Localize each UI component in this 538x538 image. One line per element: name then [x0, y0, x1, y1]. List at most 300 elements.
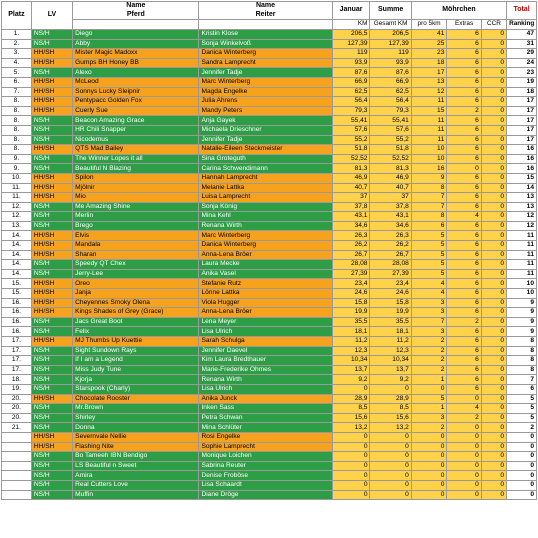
- table-row: [2, 183, 537, 193]
- cell-pro-5km: 2: [411, 337, 447, 347]
- cell-ccr: 0: [481, 432, 506, 442]
- cell-gesamt-km: 28,08: [370, 260, 411, 270]
- cell-reiter: Kristin Klose: [199, 30, 332, 40]
- cell-pferd: Bo Tameeh IBN Bendigo: [73, 452, 199, 462]
- table-row: [2, 241, 537, 251]
- cell-extras: 0: [447, 164, 481, 174]
- cell-ccr: 0: [481, 260, 506, 270]
- table-row: [2, 356, 537, 366]
- header-row-2: [2, 20, 537, 30]
- cell-gesamt-km: 46,9: [370, 173, 411, 183]
- table-row: [2, 58, 537, 68]
- cell-pro-5km: 2: [411, 356, 447, 366]
- cell-gesamt-km: 23,4: [370, 279, 411, 289]
- cell-total: 5: [507, 413, 537, 423]
- cell-lv: HH/SH: [31, 241, 72, 251]
- table-row: [2, 260, 537, 270]
- cell-extras: 0: [447, 452, 481, 462]
- cell-lv: NS/H: [31, 164, 72, 174]
- cell-total: 0: [507, 452, 537, 462]
- cell-gesamt-km: 15,6: [370, 413, 411, 423]
- cell-ccr: 0: [481, 471, 506, 481]
- cell-ccr: 0: [481, 30, 506, 40]
- cell-reiter: Sarah Schulga: [199, 337, 332, 347]
- cell-extras: 0: [447, 480, 481, 490]
- cell-km: 0: [332, 471, 370, 481]
- cell-lv: NS/H: [31, 480, 72, 490]
- cell-pro-5km: 1: [411, 404, 447, 414]
- cell-total: 8: [507, 365, 537, 375]
- cell-pro-5km: 11: [411, 116, 447, 126]
- cell-reiter: Anna-Lena Bröer: [199, 308, 332, 318]
- cell-platz: 6.: [2, 77, 32, 87]
- cell-ccr: 0: [481, 327, 506, 337]
- table-row: [2, 317, 537, 327]
- cell-pferd: Gumps BH Honey BB: [73, 58, 199, 68]
- cell-pro-5km: 11: [411, 97, 447, 107]
- table-row: [2, 346, 537, 356]
- cell-ccr: 0: [481, 298, 506, 308]
- table-row: [2, 413, 537, 423]
- cell-platz: 14.: [2, 231, 32, 241]
- cell-ccr: 0: [481, 413, 506, 423]
- cell-platz: 7.: [2, 87, 32, 97]
- cell-ccr: 0: [481, 423, 506, 433]
- cell-platz: 1.: [2, 30, 32, 40]
- cell-pro-5km: 4: [411, 289, 447, 299]
- cell-total: 7: [507, 375, 537, 385]
- cell-km: 37: [332, 193, 370, 203]
- cell-pferd: Real Cutters Love: [73, 480, 199, 490]
- cell-lv: HH/SH: [31, 298, 72, 308]
- cell-gesamt-km: 206,5: [370, 30, 411, 40]
- cell-reiter: Lena Meyer: [199, 317, 332, 327]
- cell-reiter: Sophie Lamprecht: [199, 442, 332, 452]
- cell-platz: 16.: [2, 317, 32, 327]
- cell-platz: 15.: [2, 279, 32, 289]
- cell-extras: 2: [447, 317, 481, 327]
- cell-platz: 13.: [2, 221, 32, 231]
- cell-pferd: Diego: [73, 30, 199, 40]
- cell-km: 66,9: [332, 77, 370, 87]
- cell-gesamt-km: 35,5: [370, 317, 411, 327]
- header-summe: Summe: [370, 2, 411, 20]
- cell-total: 16: [507, 154, 537, 164]
- cell-lv: HH/SH: [31, 289, 72, 299]
- cell-total: 31: [507, 39, 537, 49]
- cell-platz: 17.: [2, 356, 32, 366]
- cell-km: 81,3: [332, 164, 370, 174]
- cell-ccr: 0: [481, 308, 506, 318]
- cell-pro-5km: 0: [411, 432, 447, 442]
- cell-pferd: Me Amazing Shine: [73, 202, 199, 212]
- cell-pro-5km: 1: [411, 375, 447, 385]
- header-name-pferd: Name Pferd: [73, 2, 199, 20]
- cell-extras: 0: [447, 471, 481, 481]
- table-row: [2, 125, 537, 135]
- cell-km: 10,34: [332, 356, 370, 366]
- table-row: [2, 327, 537, 337]
- cell-ccr: 0: [481, 212, 506, 222]
- cell-ccr: 0: [481, 356, 506, 366]
- cell-extras: 6: [447, 39, 481, 49]
- cell-platz: 17.: [2, 346, 32, 356]
- cell-km: 93,9: [332, 58, 370, 68]
- cell-reiter: Jennifer Tadje: [199, 135, 332, 145]
- cell-pferd: Elvis: [73, 231, 199, 241]
- cell-platz: 17.: [2, 337, 32, 347]
- cell-pferd: McLeod: [73, 77, 199, 87]
- table-row: [2, 135, 537, 145]
- cell-platz: 8.: [2, 116, 32, 126]
- cell-ccr: 0: [481, 337, 506, 347]
- cell-extras: 6: [447, 135, 481, 145]
- cell-total: 9: [507, 327, 537, 337]
- header-gesamt-km: Gesamt KM: [370, 20, 411, 30]
- cell-ccr: 0: [481, 375, 506, 385]
- cell-pro-5km: 0: [411, 490, 447, 500]
- cell-extras: 6: [447, 154, 481, 164]
- header-januar: Januar: [332, 2, 370, 20]
- cell-reiter: Anja Gayek: [199, 116, 332, 126]
- cell-km: 27,39: [332, 269, 370, 279]
- cell-pferd: Alexo: [73, 68, 199, 78]
- cell-pferd: Shirley: [73, 413, 199, 423]
- cell-total: 10: [507, 289, 537, 299]
- cell-platz: 5.: [2, 68, 32, 78]
- cell-pro-5km: 0: [411, 471, 447, 481]
- cell-km: 37,8: [332, 202, 370, 212]
- cell-pro-5km: 7: [411, 317, 447, 327]
- cell-gesamt-km: 0: [370, 490, 411, 500]
- cell-pro-5km: 2: [411, 346, 447, 356]
- cell-reiter: Danica Winterberg: [199, 49, 332, 59]
- cell-ccr: 0: [481, 480, 506, 490]
- cell-gesamt-km: 19,9: [370, 308, 411, 318]
- cell-extras: 6: [447, 279, 481, 289]
- cell-pferd: Brego: [73, 221, 199, 231]
- cell-gesamt-km: 0: [370, 442, 411, 452]
- cell-reiter: Lisa Ulrich: [199, 327, 332, 337]
- table-row: [2, 212, 537, 222]
- table-row: [2, 490, 537, 500]
- cell-pferd: Sonnys Lucky Sleipnir: [73, 87, 199, 97]
- cell-lv: HH/SH: [31, 432, 72, 442]
- table-row: [2, 461, 537, 471]
- cell-gesamt-km: 52,52: [370, 154, 411, 164]
- cell-platz: 14.: [2, 241, 32, 251]
- cell-lv: NS/H: [31, 269, 72, 279]
- cell-total: 9: [507, 317, 537, 327]
- cell-pro-5km: 0: [411, 442, 447, 452]
- cell-pro-5km: 6: [411, 221, 447, 231]
- cell-pferd: Miss Judy Tune: [73, 365, 199, 375]
- cell-extras: 6: [447, 308, 481, 318]
- cell-platz: 8.: [2, 106, 32, 116]
- cell-ccr: 0: [481, 145, 506, 155]
- cell-extras: 2: [447, 413, 481, 423]
- cell-km: 79,3: [332, 106, 370, 116]
- cell-gesamt-km: 37,8: [370, 202, 411, 212]
- cell-gesamt-km: 9,2: [370, 375, 411, 385]
- cell-extras: 6: [447, 173, 481, 183]
- cell-reiter: Julia Ahrens: [199, 97, 332, 107]
- cell-pro-5km: 5: [411, 269, 447, 279]
- cell-total: 18: [507, 87, 537, 97]
- cell-gesamt-km: 0: [370, 432, 411, 442]
- cell-gesamt-km: 55,2: [370, 135, 411, 145]
- cell-extras: 6: [447, 183, 481, 193]
- cell-km: 26,2: [332, 241, 370, 251]
- cell-km: 55,2: [332, 135, 370, 145]
- cell-gesamt-km: 12,3: [370, 346, 411, 356]
- cell-lv: NS/H: [31, 375, 72, 385]
- cell-lv: NS/H: [31, 452, 72, 462]
- cell-extras: 6: [447, 260, 481, 270]
- cell-reiter: Melanie Lattka: [199, 183, 332, 193]
- cell-total: 12: [507, 221, 537, 231]
- table-row: [2, 452, 537, 462]
- cell-km: 51,8: [332, 145, 370, 155]
- cell-km: 15,6: [332, 413, 370, 423]
- cell-km: 0: [332, 442, 370, 452]
- cell-gesamt-km: 0: [370, 471, 411, 481]
- cell-extras: 6: [447, 77, 481, 87]
- cell-platz: 16.: [2, 327, 32, 337]
- cell-km: 0: [332, 461, 370, 471]
- cell-km: 18,1: [332, 327, 370, 337]
- table-row: [2, 193, 537, 203]
- cell-extras: 6: [447, 298, 481, 308]
- cell-platz: 9.: [2, 164, 32, 174]
- ranking-table: [1, 1, 537, 500]
- cell-ccr: 0: [481, 404, 506, 414]
- cell-ccr: 0: [481, 58, 506, 68]
- cell-ccr: 0: [481, 346, 506, 356]
- cell-pro-5km: 3: [411, 413, 447, 423]
- cell-pro-5km: 10: [411, 154, 447, 164]
- cell-total: 10: [507, 279, 537, 289]
- cell-total: 0: [507, 461, 537, 471]
- cell-pferd: Speedy QT Chex: [73, 260, 199, 270]
- header-pferd-sub: [73, 20, 199, 30]
- cell-gesamt-km: 57,6: [370, 125, 411, 135]
- cell-reiter: Viola Hugger: [199, 298, 332, 308]
- cell-lv: NS/H: [31, 356, 72, 366]
- cell-pferd: Pentypacc Golden Fox: [73, 97, 199, 107]
- cell-platz: 8.: [2, 125, 32, 135]
- cell-pro-5km: 3: [411, 327, 447, 337]
- cell-total: 6: [507, 384, 537, 394]
- cell-ccr: 0: [481, 269, 506, 279]
- cell-ccr: 0: [481, 461, 506, 471]
- header-row-1: [2, 2, 537, 20]
- cell-reiter: Lönne Lattka: [199, 289, 332, 299]
- cell-gesamt-km: 26,3: [370, 231, 411, 241]
- cell-platz: 8.: [2, 145, 32, 155]
- cell-pferd: Mr.Brown: [73, 404, 199, 414]
- cell-reiter: Mina Kehl: [199, 212, 332, 222]
- cell-gesamt-km: 11,2: [370, 337, 411, 347]
- cell-ccr: 0: [481, 193, 506, 203]
- cell-total: 17: [507, 97, 537, 107]
- cell-reiter: Magda Engelke: [199, 87, 332, 97]
- cell-extras: 6: [447, 356, 481, 366]
- cell-lv: NS/H: [31, 260, 72, 270]
- cell-pferd: Cheyennes Smoky Olena: [73, 298, 199, 308]
- cell-km: 12,3: [332, 346, 370, 356]
- cell-platz: 12.: [2, 202, 32, 212]
- ranking-sheet: [1, 1, 537, 500]
- cell-lv: NS/H: [31, 116, 72, 126]
- cell-lv: HH/SH: [31, 250, 72, 260]
- cell-lv: NS/H: [31, 384, 72, 394]
- cell-pro-5km: 15: [411, 106, 447, 116]
- cell-gesamt-km: 24,6: [370, 289, 411, 299]
- cell-km: 56,4: [332, 97, 370, 107]
- table-row: [2, 384, 537, 394]
- cell-gesamt-km: 40,7: [370, 183, 411, 193]
- cell-extras: 6: [447, 97, 481, 107]
- cell-ccr: 0: [481, 97, 506, 107]
- cell-gesamt-km: 37: [370, 193, 411, 203]
- cell-pferd: MJ Thumbs Up Kuettie: [73, 337, 199, 347]
- cell-lv: NS/H: [31, 154, 72, 164]
- cell-pferd: If I am a Legend: [73, 356, 199, 366]
- cell-km: 0: [332, 480, 370, 490]
- cell-total: 13: [507, 202, 537, 212]
- cell-lv: NS/H: [31, 461, 72, 471]
- cell-pferd: Felix: [73, 327, 199, 337]
- cell-lv: HH/SH: [31, 193, 72, 203]
- table-row: [2, 394, 537, 404]
- cell-pro-5km: 2: [411, 365, 447, 375]
- cell-gesamt-km: 27,39: [370, 269, 411, 279]
- cell-platz: 11.: [2, 183, 32, 193]
- cell-lv: NS/H: [31, 490, 72, 500]
- header-total: Total: [507, 2, 537, 20]
- cell-ccr: 0: [481, 49, 506, 59]
- table-row: [2, 173, 537, 183]
- cell-pro-5km: 8: [411, 183, 447, 193]
- cell-total: 19: [507, 77, 537, 87]
- cell-platz: 12.: [2, 212, 32, 222]
- table-row: [2, 164, 537, 174]
- cell-platz: [2, 452, 32, 462]
- cell-extras: 6: [447, 30, 481, 40]
- table-row: [2, 231, 537, 241]
- cell-extras: 6: [447, 269, 481, 279]
- table-row: [2, 423, 537, 433]
- cell-gesamt-km: 15,8: [370, 298, 411, 308]
- cell-total: 9: [507, 308, 537, 318]
- cell-ccr: 0: [481, 289, 506, 299]
- cell-pferd: Beacon Amazing Grace: [73, 116, 199, 126]
- cell-lv: HH/SH: [31, 77, 72, 87]
- cell-lv: NS/H: [31, 125, 72, 135]
- cell-extras: 6: [447, 193, 481, 203]
- cell-gesamt-km: 0: [370, 461, 411, 471]
- cell-reiter: Inken Sass: [199, 404, 332, 414]
- cell-total: 0: [507, 480, 537, 490]
- cell-platz: 15.: [2, 289, 32, 299]
- cell-reiter: Renana Wirth: [199, 375, 332, 385]
- cell-pferd: Starspook (Charly): [73, 384, 199, 394]
- cell-km: 26,3: [332, 231, 370, 241]
- cell-extras: 0: [447, 423, 481, 433]
- cell-reiter: Anika Vasel: [199, 269, 332, 279]
- cell-reiter: Natalie-Eileen Steckmeister: [199, 145, 332, 155]
- cell-lv: HH/SH: [31, 183, 72, 193]
- cell-reiter: Anika Junck: [199, 394, 332, 404]
- table-row: [2, 97, 537, 107]
- cell-reiter: Petra Schwan: [199, 413, 332, 423]
- cell-pro-5km: 4: [411, 279, 447, 289]
- cell-km: 0: [332, 432, 370, 442]
- cell-reiter: Stefanie Rutz: [199, 279, 332, 289]
- cell-km: 127,39: [332, 39, 370, 49]
- cell-reiter: Hannah Lamprecht: [199, 173, 332, 183]
- table-row: [2, 442, 537, 452]
- cell-platz: [2, 471, 32, 481]
- cell-pferd: Amira: [73, 471, 199, 481]
- cell-platz: [2, 490, 32, 500]
- cell-lv: HH/SH: [31, 279, 72, 289]
- cell-pro-5km: 2: [411, 423, 447, 433]
- cell-lv: HH/SH: [31, 145, 72, 155]
- table-row: [2, 308, 537, 318]
- cell-ccr: 0: [481, 231, 506, 241]
- cell-lv: NS/H: [31, 327, 72, 337]
- cell-gesamt-km: 66,9: [370, 77, 411, 87]
- cell-pferd: Beautiful N Blazing: [73, 164, 199, 174]
- table-row: [2, 202, 537, 212]
- table-row: [2, 337, 537, 347]
- cell-lv: NS/H: [31, 471, 72, 481]
- cell-pro-5km: 13: [411, 77, 447, 87]
- cell-km: 62,5: [332, 87, 370, 97]
- cell-lv: HH/SH: [31, 49, 72, 59]
- table-row: [2, 432, 537, 442]
- cell-extras: 6: [447, 87, 481, 97]
- cell-extras: 6: [447, 221, 481, 231]
- cell-extras: 0: [447, 432, 481, 442]
- cell-pro-5km: 0: [411, 461, 447, 471]
- cell-total: 15: [507, 173, 537, 183]
- cell-km: 8,5: [332, 404, 370, 414]
- cell-extras: 6: [447, 337, 481, 347]
- cell-pro-5km: 17: [411, 68, 447, 78]
- cell-pro-5km: 0: [411, 384, 447, 394]
- cell-total: 2: [507, 423, 537, 433]
- cell-km: 52,52: [332, 154, 370, 164]
- cell-platz: 14.: [2, 260, 32, 270]
- cell-km: 46,9: [332, 173, 370, 183]
- cell-total: 23: [507, 68, 537, 78]
- cell-total: 11: [507, 231, 537, 241]
- cell-pferd: Oreo: [73, 279, 199, 289]
- cell-pferd: Mister Magic Madoxx: [73, 49, 199, 59]
- cell-pro-5km: 3: [411, 308, 447, 318]
- cell-extras: 6: [447, 241, 481, 251]
- header-moehrchen: Möhrchen: [411, 2, 506, 20]
- cell-reiter: Jennifer Daevel: [199, 346, 332, 356]
- cell-lv: NS/H: [31, 404, 72, 414]
- cell-pferd: Cuerly Sue: [73, 106, 199, 116]
- cell-platz: 21.: [2, 423, 32, 433]
- cell-extras: 4: [447, 212, 481, 222]
- cell-ccr: 0: [481, 164, 506, 174]
